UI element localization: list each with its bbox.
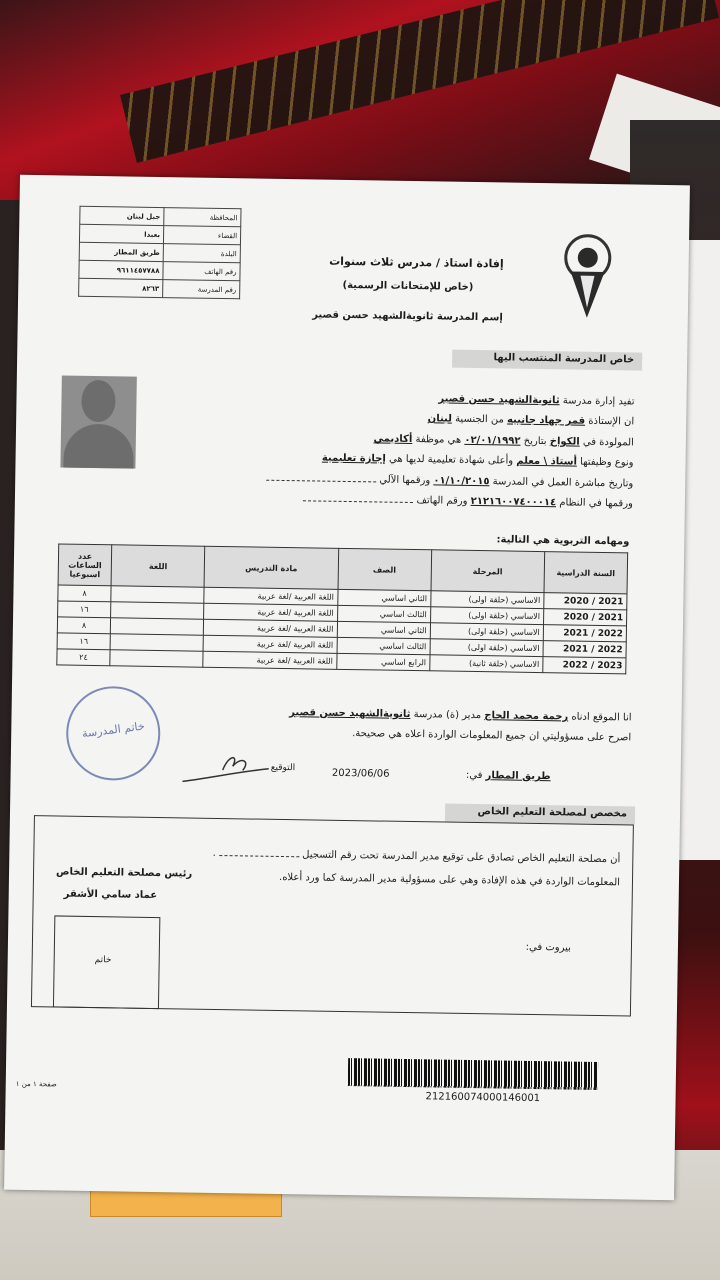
barcode (348, 1058, 598, 1090)
page-number: صفحة ١ من ١ (15, 1079, 57, 1089)
table-row: 2020 / 2021 الاساسي (حلقة اولى) الثاني اساسي اللغة العربية /لغة عربية ٨ (58, 585, 627, 610)
line-start-date: وتاريخ مباشرة العمل في المدرسة ٠١/١٠/٢٠١٥ ورقمها الآلي (266, 472, 633, 490)
photo-placeholder (60, 375, 136, 468)
info-row: ٨٢٦٣ رقم المدرسة (79, 278, 240, 299)
declaration-place-date: طريق المطار في: 2023/06/06 (331, 767, 551, 783)
certificate-document (4, 175, 690, 1200)
official-stamp-box: خاتم (53, 915, 160, 1009)
declaration-line: انا الموقع ادناه رحمة محمد الحاج مدير (ة) مدرسة ثانويةالشهيد حسن قصير (289, 707, 632, 724)
school-name: إسم المدرسة ثانويةالشهيد حسن قصير (312, 309, 503, 324)
document-subtitle: (خاص للإمتحانات الرسمية) (342, 279, 474, 293)
duties-heading: ومهامه التربوية هي التالية: (496, 534, 630, 548)
approval-line: أن مصلحة التعليم الخاص تصادق على توقيع مدير المدرسة تحت رقم التسجيل . (212, 847, 621, 866)
approval-note: المعلومات الواردة في هذه الإفادة وهي على مسؤولية مدير المدرسة كما ورد أعلاه. (278, 871, 621, 889)
section-school-header: خاص المدرسة المنتسب اليها (452, 350, 642, 371)
table-row: 2020 / 2021 الاساسي (حلقة اولى) الثالث اساسي اللغة العربية /لغة عربية ١٦ (58, 601, 627, 626)
section-private-ed-header: مخصص لمصلحة التعليم الخاص (445, 804, 635, 825)
beirut-date-label: بيروت في: (525, 941, 572, 954)
school-stamp: خاتم المدرسة (66, 686, 161, 781)
person-silhouette-icon (81, 380, 116, 423)
declaration-statement: اصرح على مسؤوليتي ان جميع المعلومات الواردة اعلاه هي صحيحة. (352, 728, 632, 744)
table-header-row: السنة الدراسية المرحلة الصف مادة التدريس اللغة عدد الساعات اسبوعيا (58, 544, 628, 594)
ministry-logo-icon (558, 231, 617, 320)
info-row: طريق المطار البلدة (79, 242, 240, 263)
head-name: عماد سامي الأشقر (63, 888, 158, 902)
line-system-number: ورقمها في النظام ٢١٢١٦٠٠٧٤٠٠٠١٤ ورقم الهاتف (303, 492, 633, 509)
signature-label: التوقيع (270, 762, 296, 774)
line-role: ونوع وظيفتها أستاذ \ معلم وأعلى شهادة تعليمية لديها هي إجازة تعليمية (321, 452, 634, 469)
line-school: تفيد إدارة مدرسة ثانويةالشهيد حسن قصير (438, 393, 635, 408)
line-teacher-name: ان الإستاذة قمر جهاد جانبيه من الجنسية لبنان (427, 413, 635, 428)
table-row: 2021 / 2022 الاساسي (حلقة اولى) الثاني اساسي اللغة العربية /لغة عربية ٨ (57, 617, 626, 642)
duties-table (56, 543, 628, 674)
signature-icon (180, 747, 271, 788)
head-title: رئيس مصلحة التعليم الخاص (55, 866, 193, 880)
table-row: 2021 / 2022 الاساسي (حلقة اولى) الثالث اساسي اللغة العربية /لغة عربية ١٦ (57, 633, 626, 658)
barcode-number: 212160074000146001 (425, 1091, 541, 1105)
school-info-table (78, 206, 241, 300)
document-title: إفادة استاذ / مدرس ثلاث سنوات (329, 254, 504, 271)
info-row: ٩٦١١٤٥٧٧٨٨ رقم الهاتف (79, 260, 240, 281)
line-birth: المولودة في الكواخ بتاريخ ٠٢/٠١/١٩٩٢ هي موظفة أكاديمي (373, 433, 634, 449)
table-row: 2022 / 2023 الاساسي (حلقة ثانية) الرابع اساسي اللغة العربية /لغة عربية ٢٤ (57, 649, 626, 674)
info-row: جبل لبنان المحافظة (80, 206, 241, 227)
info-row: بعبدا القضاء (79, 224, 240, 245)
